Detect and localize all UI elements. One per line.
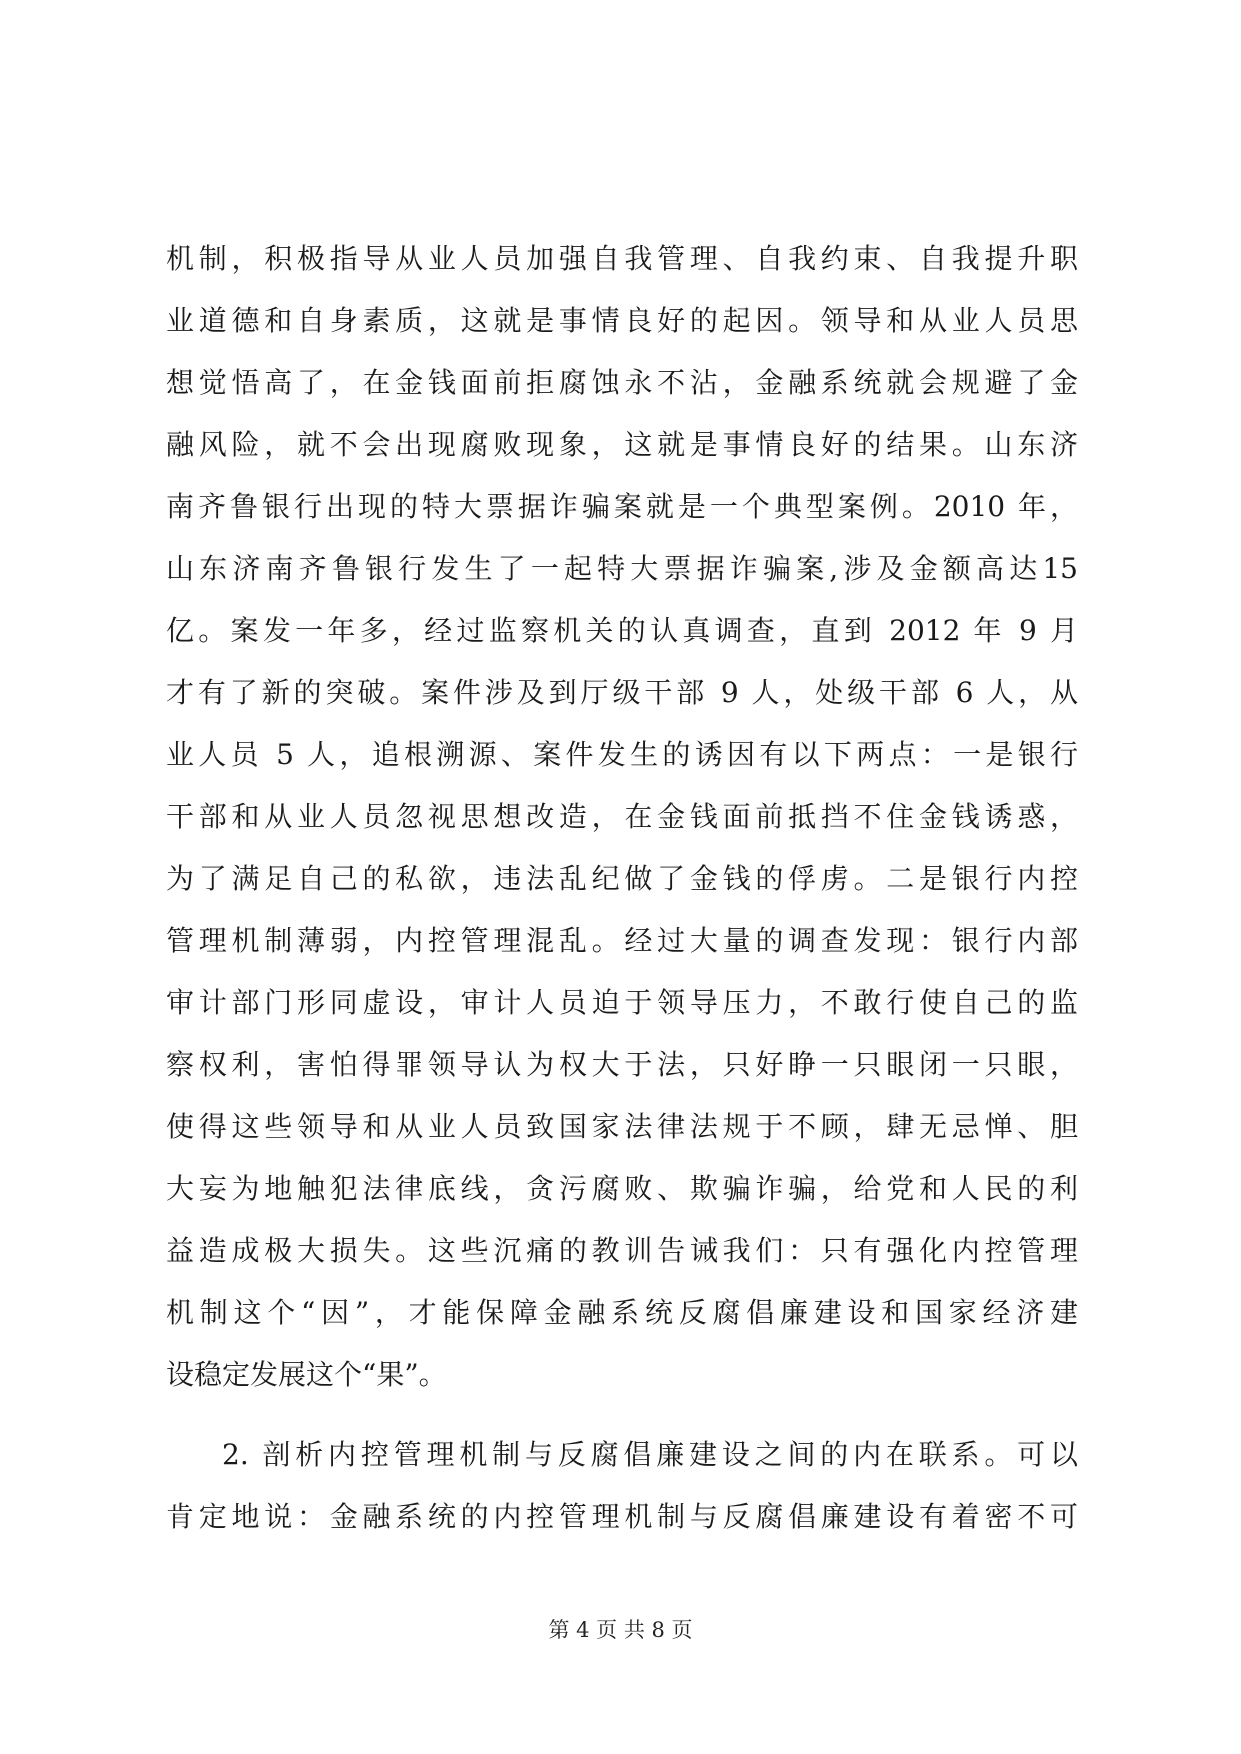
paragraph-line: 设稳定发展这个“果”。: [166, 1358, 447, 1391]
paragraph-line: 察权利，害怕得罪领导认为权大于法，只好睁一只眼闭一只眼，: [166, 1048, 1078, 1081]
paragraph-line: 肯定地说：金融系统的内控管理机制与反腐倡廉建设有着密不可: [166, 1500, 1078, 1533]
paragraph-line: 为了满足自己的私欲，违法乱纪做了金钱的俘虏。二是银行内控: [166, 862, 1078, 895]
paragraph-line: 才有了新的突破。案件涉及到厅级干部 9 人，处级干部 6 人，从: [166, 676, 1078, 709]
paragraph-line: 南齐鲁银行出现的特大票据诈骗案就是一个典型案例。2010 年，: [166, 490, 1078, 523]
paragraph-line: 使得这些领导和从业人员致国家法律法规于不顾，肆无忌惮、胆: [166, 1110, 1078, 1143]
document-body: [166, 228, 1078, 1548]
paragraph-line: 益造成极大损失。这些沉痛的教训告诫我们：只有强化内控管理: [166, 1234, 1078, 1267]
paragraph-line: 审计部门形同虚设，审计人员迫于领导压力，不敢行使自己的监: [166, 986, 1078, 1019]
paragraph-line: 2. 剖析内控管理机制与反腐倡廉建设之间的内在联系。可以: [222, 1438, 1078, 1471]
page-number-label: 第 4 页 共 8 页: [548, 1618, 693, 1642]
paragraph-line: 山东济南齐鲁银行发生了一起特大票据诈骗案,涉及金额高达15: [166, 552, 1078, 585]
paragraph-line: 融风险，就不会出现腐败现象，这就是事情良好的结果。山东济: [166, 428, 1078, 461]
paragraph-line: 管理机制薄弱，内控管理混乱。经过大量的调查发现：银行内部: [166, 924, 1078, 957]
paragraph-line: 亿。案发一年多，经过监察机关的认真调查，直到 2012 年 9 月: [166, 614, 1078, 647]
paragraph-line: 业道德和自身素质，这就是事情良好的起因。领导和从业人员思: [166, 304, 1078, 337]
paragraph-line: 机制这个“因”，才能保障金融系统反腐倡廉建设和国家经济建: [166, 1296, 1078, 1329]
paragraph-line: 想觉悟高了，在金钱面前拒腐蚀永不沾，金融系统就会规避了金: [166, 366, 1078, 399]
paragraph-line: 干部和从业人员忽视思想改造，在金钱面前抵挡不住金钱诱惑，: [166, 800, 1078, 833]
paragraph-gap: [166, 1406, 1078, 1424]
page-footer: [0, 1614, 1241, 1644]
paragraph-line: 大妄为地触犯法律底线，贪污腐败、欺骗诈骗，给党和人民的利: [166, 1172, 1078, 1205]
paragraph-line: 业人员 5 人，追根溯源、案件发生的诱因有以下两点：一是银行: [166, 738, 1078, 771]
paragraph-line: 机制，积极指导从业人员加强自我管理、自我约束、自我提升职: [166, 242, 1078, 275]
